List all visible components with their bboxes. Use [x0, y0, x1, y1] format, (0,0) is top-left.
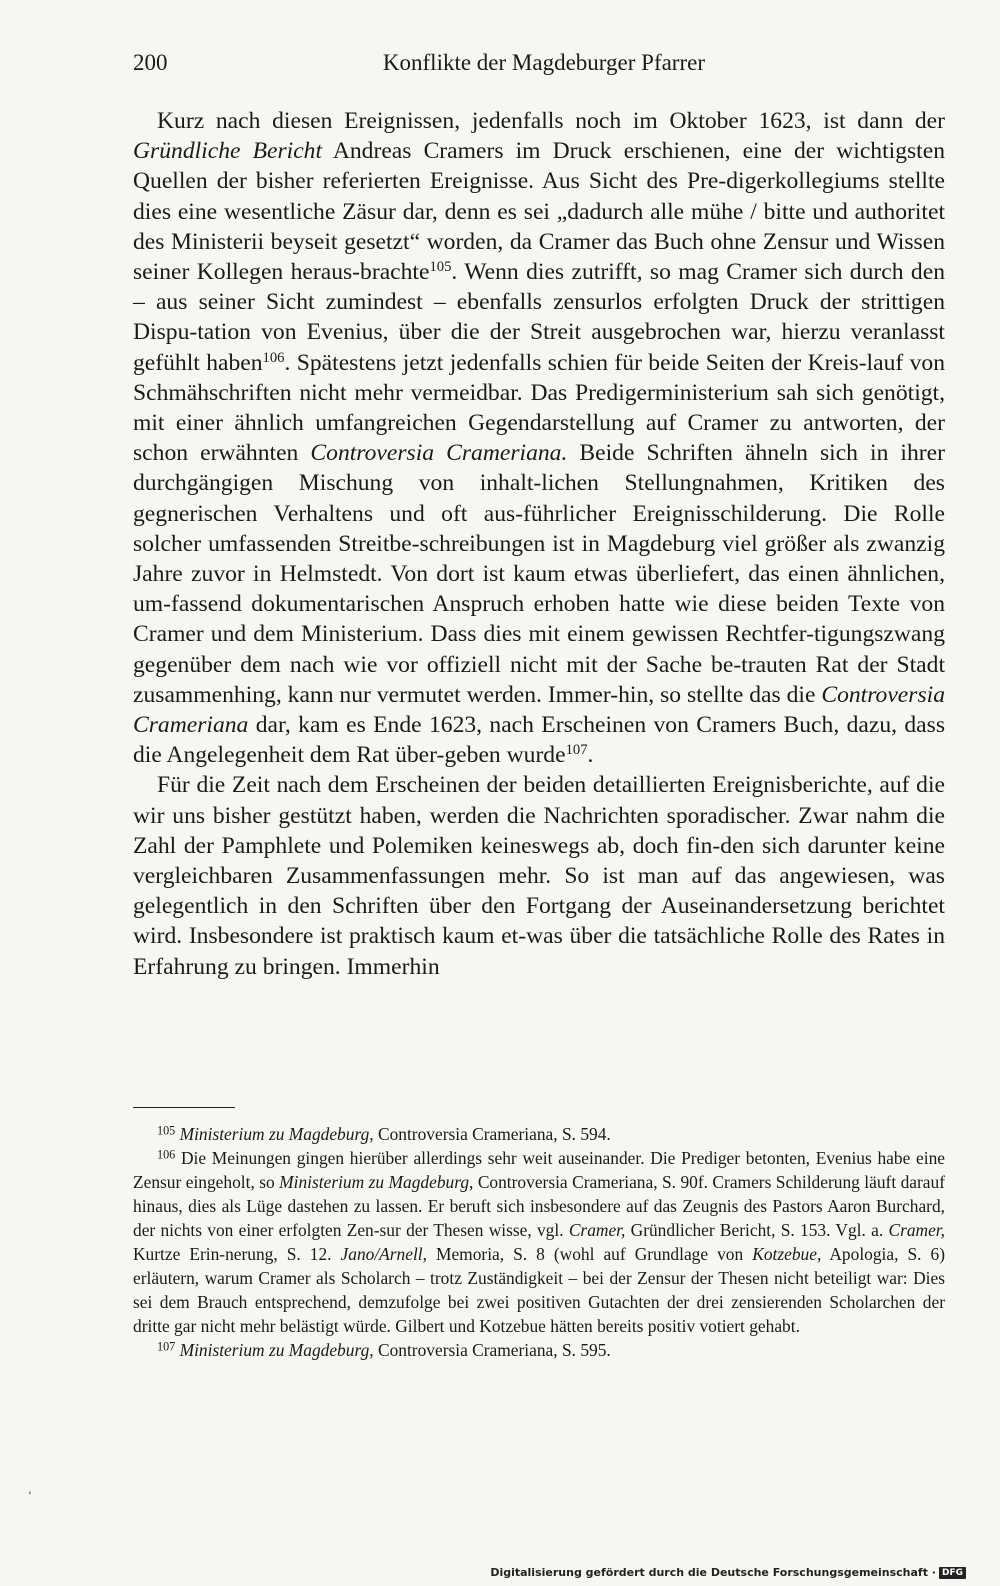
paragraph-1: [133, 106, 945, 770]
footnote-106: [133, 1146, 945, 1338]
text-run: Controversia Crameriana, S. 594.: [373, 1124, 611, 1144]
text-run: Die Meinungen gingen hierüber allerdings sehr weit auseinander. Die Prediger betonten, Evenius habe eine Zensur eingeholt, so: [133, 1148, 945, 1192]
page-header: [133, 50, 945, 84]
italic-title: Controversia Crameriana.: [310, 440, 568, 467]
text-run: Andreas Cramers im Druck erschienen, eine der wichtigsten Quellen der bisher referierten Ereignisse. Aus Sicht des Pre-digerkollegiums stellte dies eine wesentliche Zäsur dar, denn es sei „dadurch alle mühe / bitte und authoritet des Ministerii beyseit gesetzt“ worden, da Cramer das Buch ohne Zensur und Wissen seiner Kollegen heraus-brachte: [133, 138, 946, 286]
italic-title: Gründliche Bericht: [133, 138, 323, 165]
footnote-105: [133, 1122, 945, 1146]
text-run: Controversia Crameriana, S. 90f. Cramers Schilderung läuft darauf hinaus, dies als Lüge dastehen zu lassen. Er beruft sich insbesondere auf das Zeugnis des Pastors Aaron Burchard, der nichts von einer erfolgten Zen-sur der Thesen wisse, vgl.: [133, 1172, 945, 1240]
text-run: .: [587, 742, 594, 769]
footnote-number: 107: [157, 1339, 176, 1354]
italic-title: Controversia Crameriana: [133, 681, 945, 739]
italic-author: Ministerium zu Magdeburg,: [179, 1340, 374, 1360]
digitization-credit: [490, 1566, 966, 1579]
text-run: Beide Schriften ähneln sich in ihrer durchgängigen Mischung von inhalt-lichen Stellungnahmen, Kritiken des gegnerischen Verhaltens und oft aus-führlicher Ereignisschilderung. Die Rolle solcher umfassenden Streitbe-schreibungen ist in Magdeburg viel größer als zwanzig Jahre zuvor in Helmstedt. Von dort ist kaum etwas überliefert, das einen ähnlichen, um-fassend dokumentarischen Anspruch erhoben hatte wie diese beiden Texte von Cramer und dem Ministerium. Dass dies mit einem gewissen Rechtfer-tigungszwang gegenüber dem nach wie vor offiziell nicht mit der Sache be-trauten Rat der Stadt zusammenhing, kann nur vermutet werden. Immer-hin, so stellte das die: [133, 440, 945, 708]
italic-author: Ministerium zu Magdeburg,: [279, 1172, 474, 1192]
footnote-number: 105: [157, 1123, 176, 1138]
text-run: dar, kam es Ende 1623, nach Erscheinen von Cramers Buch, dazu, dass die Angelegenheit dem Rat über-geben wurde: [133, 712, 945, 769]
footnotes: [133, 1122, 945, 1362]
paragraph-2: Für die Zeit nach dem Erscheinen der beiden detaillierten Ereignisberichte, auf die wir uns bisher gestützt haben, werden die Nachrichten sporadischer. Zwar nahm die Zahl der Pamphlete und Polemiken keineswegs ab, doch fin-den sich darunter keine vergleichbaren Zusammenfassungen mehr. So ist man auf das angewiesen, was gelegentlich in den Schriften über den Fortgang der Auseinandersetzung berichtet wird. Insbesondere ist praktisch kaum et-was über die tatsächliche Rolle des Rates in Erfahrung zu bringen. Immerhin: [133, 772, 945, 980]
italic-author: Cramer,: [568, 1220, 626, 1240]
text-run: Controversia Crameriana, S. 595.: [373, 1340, 611, 1360]
italic-author: Jano/Arnell,: [340, 1244, 427, 1264]
body-text: [133, 106, 945, 982]
footnote-ref-105[interactable]: 105: [429, 258, 452, 275]
text-run: Apologia, S. 6) erläutern, warum Cramer als Scholarch – trotz Zuständigkeit – bei der Zensur der Thesen nicht beteiligt war: Dies sei dem Brauch entsprechend, demzufolge bei zwei positiven Gutachten der drei zensierenden Scholarchen der dritte gar nicht mehr belästigt würde. Gilbert und Kotzebue hätten bereits positiv votiert gehabt.: [133, 1244, 945, 1336]
footnote-ref-107[interactable]: 107: [565, 742, 588, 759]
running-title: Konflikte der Magdeburger Pfarrer: [382, 50, 705, 75]
text-run: Kurz nach diesen Ereignissen, jedenfalls noch im Oktober 1623, ist dann der: [157, 108, 945, 134]
page-number: 200: [133, 50, 168, 75]
footnote-ref-106[interactable]: 106: [262, 349, 285, 366]
credit-text: Digitalisierung gefördert durch die Deutsche Forschungsgemeinschaft ·: [490, 1566, 936, 1579]
italic-author: Ministerium zu Magdeburg,: [179, 1124, 374, 1144]
italic-author: Kotzebue,: [752, 1244, 822, 1264]
footnote-separator: [133, 1107, 235, 1108]
text-run: . Spätestens jetzt jedenfalls schien für beide Seiten der Kreis-lauf von Schmähschriften nicht mehr vermeidbar. Das Predigerministerium sah sich genötigt, mit einer ähnlich umfangreichen Gegendarstellung auf Cramer zu antworten, der schon erwähnten: [133, 349, 945, 467]
italic-author: Cramer,: [888, 1220, 945, 1240]
text-run: Gründlicher Bericht, S. 153. Vgl. a.: [625, 1220, 889, 1240]
footnote-107: [133, 1338, 945, 1362]
footnote-number: 106: [157, 1147, 176, 1162]
margin-mark: ‘: [28, 1488, 32, 1502]
dfg-logo: DFG: [939, 1567, 966, 1579]
text-run: Memoria, S. 8 (wohl auf Grundlage von: [426, 1244, 753, 1264]
text-run: Kurtze Erin-nerung, S. 12.: [133, 1244, 341, 1264]
text-run: . Wenn dies zutrifft, so mag Cramer sich durch den – aus seiner Sicht zumindest – ebenfalls zensurlos erfolgten Druck der strittigen Dispu-tation von Evenius, über die der Streit ausgebrochen war, hierzu veranlasst gefühlt haben: [133, 259, 945, 376]
